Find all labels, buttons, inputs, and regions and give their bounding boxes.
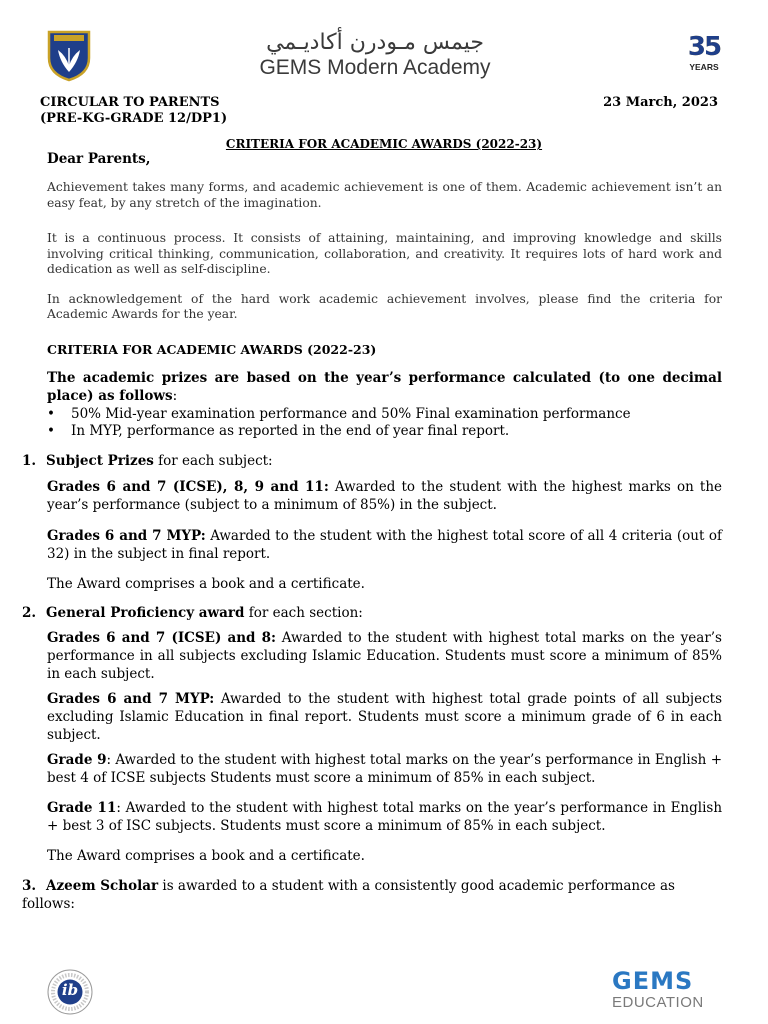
criteria-text: Awarded to the student with highest total marks on the year’s performance in all subjects excluding Islamic Education. Students must score a minimum of 85% in each subject.: [47, 630, 722, 682]
criteria-label: Grades 6 and 7 (ICSE) and 8:: [47, 630, 277, 646]
intro-paragraph-2: It is a continuous process. It consists of attaining, maintaining, and improving knowledge and skills involving critical thinking, communication, collaboration, and creativity. It requires lots of hard work and dedication as well as self-discipline.: [47, 231, 722, 276]
item-title: General Proficiency award: [46, 605, 245, 621]
list-item: • In MYP, performance as reported in the end of year final report.: [47, 423, 722, 440]
basis-bullet-list: [47, 406, 722, 440]
basis-section: [47, 369, 722, 440]
criteria-text: Awarded to the student with highest total grade points of all subjects excluding Islamic Education in final report. Students must score a minimum grade of 6 in each subject.: [47, 691, 722, 743]
school-name-arabic: جيمس مـودرن أكاديـمي: [266, 30, 484, 55]
basis-lead: [47, 369, 722, 405]
item-1-criteria-1: [47, 478, 722, 514]
criteria-text: : Awarded to the student with highest total marks on the year’s performance in English + best 4 of ICSE subjects Students must score a minimum of 85% in each subject.: [47, 752, 723, 786]
item-title: Azeem Scholar: [46, 878, 159, 894]
years-badge-label: YEARS: [689, 62, 719, 72]
gems-logo-mark: GEMS: [612, 967, 694, 995]
criteria-label: Grades 6 and 7 MYP:: [47, 691, 215, 707]
circular-title: CIRCULAR TO PARENTS: [40, 95, 220, 110]
basis-lead-bold: The academic prizes are based on the year’s performance calculated (to one decimal place) as follows: [47, 370, 722, 404]
school-crest-logo: [46, 28, 92, 82]
circular-date: 23 March, 2023: [603, 95, 718, 110]
item-title-rest: is awarded to a student with a consistently good academic performance as follows:: [22, 878, 675, 912]
item-2-heading: [22, 604, 363, 622]
item-2-criteria-4: [47, 799, 722, 835]
salutation: Dear Parents,: [47, 151, 151, 167]
item-2-criteria-2: [47, 690, 722, 744]
criteria-label: Grades 6 and 7 (ICSE), 8, 9 and 11:: [47, 479, 329, 495]
list-item: • 50% Mid-year examination performance and 50% Final examination performance: [47, 406, 722, 423]
gems-education-label: EDUCATION: [612, 994, 704, 1011]
intro-paragraph-3: In acknowledgement of the hard work academic achievement involves, please find the criteria for Academic Awards for the year.: [47, 291, 722, 321]
item-1-heading: [22, 452, 273, 470]
item-3-heading: [22, 877, 727, 913]
circular-grades: (PRE-KG-GRADE 12/DP1): [40, 111, 228, 126]
school-name-english: GEMS Modern Academy: [259, 56, 491, 79]
item-2-criteria-3: [47, 751, 722, 787]
criteria-text: : Awarded to the student with highest total marks on the year’s performance in English + best 3 of ISC subjects. Students must score a minimum of 85% in each subject.: [47, 800, 723, 834]
criteria-label: Grade 9: [47, 752, 107, 768]
criteria-label: Grades 6 and 7 MYP:: [47, 528, 206, 544]
item-title: Subject Prizes: [46, 453, 154, 469]
item-2-award-note: The Award comprises a book and a certificate.: [47, 848, 365, 864]
item-number: 1.: [22, 453, 37, 469]
intro-paragraph-1: Achievement takes many forms, and academic achievement is one of them. Academic achievement isn’t an easy feat, by any stretch of the imagination.: [47, 180, 722, 210]
gems-education-logo: [612, 968, 716, 1014]
criteria-text: Awarded to the student with the highest total score of all 4 criteria (out of 32) in the subject in final report.: [47, 528, 722, 562]
35-years-badge: [686, 32, 722, 76]
basis-lead-tail: :: [172, 388, 178, 404]
document-title: CRITERIA FOR ACADEMIC AWARDS (2022-23): [225, 137, 543, 151]
ib-logo-letters: ib: [61, 981, 79, 999]
ib-world-school-logo: [46, 968, 94, 1016]
intro-section: [47, 180, 722, 323]
item-2-body: [47, 629, 722, 865]
criteria-text: Awarded to the student with the highest marks on the year’s performance (subject to a minimum of 85%) in the subject.: [47, 479, 722, 513]
item-title-rest: for each subject:: [153, 453, 273, 469]
criteria-heading: CRITERIA FOR ACADEMIC AWARDS (2022-23): [47, 342, 377, 357]
item-number: 3.: [22, 878, 37, 894]
item-1-award-note: The Award comprises a book and a certificate.: [47, 576, 365, 592]
item-1-criteria-2: [47, 527, 722, 563]
item-number: 2.: [22, 605, 37, 621]
item-1-body: [47, 478, 722, 593]
item-title-rest: for each section:: [244, 605, 363, 621]
years-badge-number: 35: [687, 32, 721, 62]
criteria-label: Grade 11: [47, 800, 117, 816]
item-2-criteria-1: [47, 629, 722, 683]
